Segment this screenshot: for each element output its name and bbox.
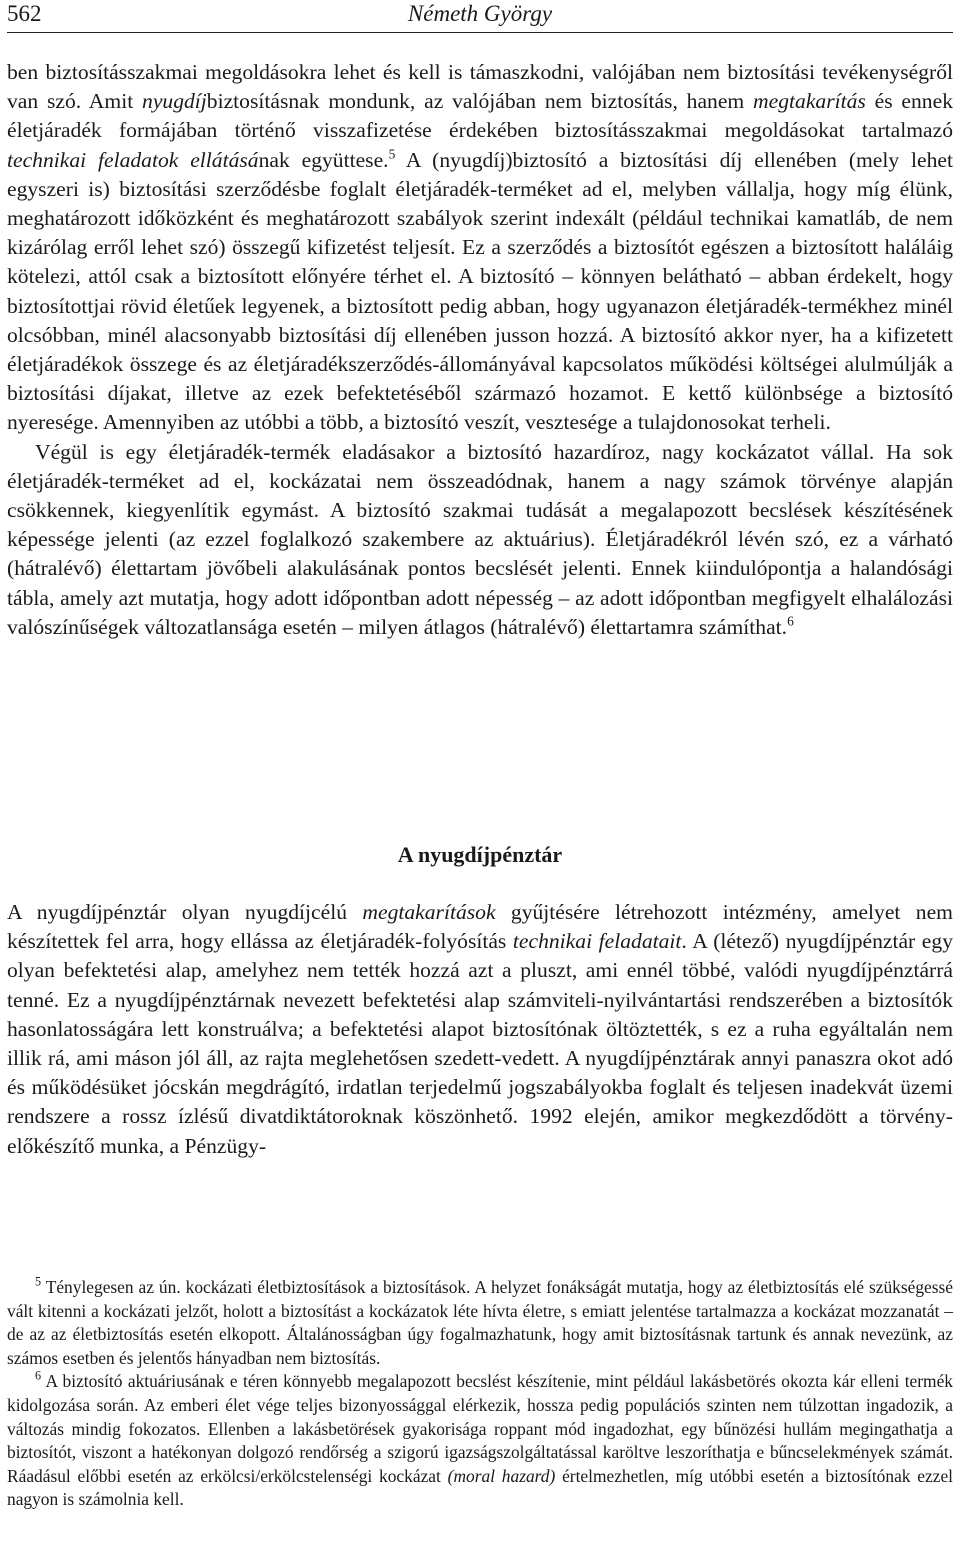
footnote-5 (7, 1276, 953, 1370)
italic-term: megtakarítások (362, 900, 496, 924)
page-number: 562 (7, 1, 42, 26)
italic-term: technikai feladatok ellátásá (7, 147, 259, 172)
italic-term: megtakarítás (753, 89, 866, 114)
text-run: Végül is egy életjáradék-termék eladásakor a biztosító hazardíroz, nagy kockázatot vállal. Ha sok életjáradék-terméket ad el, kockázatai nem összeadódnak, hanem a nagy számok törvénye alapján csökkennek, kiegyenlítik egymást. A biztosító szakmai tudását a megalapozott becslések készítésének képessége jelenti (az ezzel foglalkozó szakembere az aktuárius). Életjáradékról lévén szó, ez a várható (hátralévő) élettartam jövőbeli alakulásának pontos becslését jelenti. Ennek kiindulópontja a halandósági tábla, amely azt mutatja, hogy adott időpontban adott népesség – az adott időpontban megfigyelt elhalálozási valószínűségek változatlansága esetén – milyen átlagos (hátralévő) élettartamra számíthat. (7, 439, 953, 639)
section-heading: A nyugdíjpénztár (397, 842, 563, 867)
text-run: ben biztosításszakmai megoldásokra lehet és kell is támaszkodni, valójában nem biztosítási tevékenységről van szó. Amit (7, 60, 953, 114)
footnote-number: 6 (35, 1368, 42, 1383)
text-run: és ennek életjáradék formájában történő visszafizetése érdekében biztosításszakmai megoldásokat tartalmazó (7, 89, 953, 143)
section-text (7, 898, 953, 1161)
footnote-ref-5[interactable]: 5 (388, 146, 396, 162)
footnote-number: 5 (35, 1274, 42, 1289)
running-head-author: Németh György (407, 1, 553, 26)
text-run: biztosításnak mondunk, az valójában nem biztosítás, hanem (206, 89, 754, 114)
footnotes (7, 1276, 953, 1512)
footnote-6 (7, 1370, 953, 1512)
footnote-text: A biztosító aktuáriusának e téren könnyebb megalapozott becslést készítenie, mint például lakásbetörés okozta kár elleni termék kidolgozása során. Az emberi élet vége teljes bizonyossággal elérkezik, hossza pedig populációs szinten nem túlzottan ingadozik, a változás mindig fokozatos. Ellenben a lakásbetörések gyakorisága roppant mód ingadozhat, egy bűnözési hullám megingathatja a biztosítót, viszont a hatékonyan dolgozó rendőrség a szigorú igazságszolgáltatással karöltve leszoríthatja e bűncselekmények számát. Ráadásul előbbi esetén az erkölcsi/erkölcstelenségi kockázat (7, 1371, 953, 1486)
text-run: A (nyugdíj)biztosító a biztosítási díj ellenében (mely lehet egyszeri is) biztosítási szerződésbe foglalt életjáradék-terméket ad el, melyben vállalja, hogy míg élünk, meghatározott időközként és meghatározott szabályok szerint indexált (például technikai kamatláb, de nem kizárólag erről lehet szó) összegű kifizetést teljesít. Ez a szerződés a biztosítót egészen a biztosított haláláig kötelezi, attól csak a biztosított előnyére térhet el. A biztosító – könnyen belátható – abban érdekelt, hogy biztosítottjai rövid életűek legyenek, a biztosított pedig abban, hogy ugyanazon életjáradék-termékhez minél olcsóbban, minél alacsonyabb biztosítási díj ellenében jusson hozzá. A biztosító akkor nyer, ha a kifizetett életjáradékok összege és az életjáradékszerződés-állományával kapcsolatos működési költségei alulmúlják a biztosítási díjakat, illetve az ezek befektetéséből származó hozamot. E kettő különbsége a biztosító nyeresége. Amennyiben az utóbbi a több, a biztosító veszít, vesztesége a tulajdonosokat terheli. (7, 147, 953, 435)
text-run: gyűjtésére létrehozott intézmény, amelyet nem készítettek fel arra, hogy ellássa az életjáradék-folyósítás (7, 900, 953, 954)
footnote-ref-6[interactable]: 6 (787, 613, 794, 629)
italic-term: (moral hazard) (447, 1465, 556, 1486)
italic-term: nyugdíj (142, 89, 207, 114)
italic-term: technikai feladatait (512, 929, 682, 954)
text-run: A nyugdíjpénztár olyan nyugdíjcélú (7, 900, 363, 924)
footnote-text: Ténylegesen az ún. kockázati életbiztosítások a biztosítások. A helyzet fonákságát mutatja, hogy az életbiztosítás elé szükségessé vált kitenni a kockázati jelzőt, holott a biztosítást a kockázatok léte hívta életre, s emiatt jelentése tartalmazza a kockázat mozzanatát – de az az életbiztosítás esetén elkopott. Általánosságban úgy fogalmazhatunk, hogy amit biztosításnak tartunk és annak nevezünk, az számos esetben és jelentős hányadban nem biztosítás. (7, 1277, 953, 1368)
text-run: nak együttese. (258, 147, 389, 172)
text-run: . A (létező) nyugdíjpénztár egy olyan befektetési alap, amelyhez nem tették hozzá azt a pluszt, ami ennél többé, valódi nyugdíjpénztárrá tenné. Ez a nyugdíjpénztárnak nevezett befektetési alap számviteli-nyilvántartási rendszerében a biztosítók hasonlatosságára lett konstruálva; a befektetési alapot biztosítónak öltöztették, s ez a ruha egyáltalán nem illik rá, ami máson jól áll, az rajta meglehetősen szedett-vedett. A nyugdíjpénztárak annyi panaszra okot adó és működésüket jócskán megdrágító, irdatlan terjedelmű jogszabályokba foglalt és teljesen inadekvát üzemi rendszere a rossz ízlésű divatdiktátoroknak köszönhető. 1992 elején, amikor megkezdődött a törvény-előkészítő munka, a Pénzügy- (7, 929, 953, 1158)
body-text (7, 58, 953, 642)
running-head (7, 0, 953, 33)
paragraph (7, 58, 953, 438)
paragraph (7, 898, 953, 1161)
paragraph (7, 438, 953, 642)
footnote-text: értelmezhetlen, míg utóbbi esetén a biztosítónak ezzel nagyon is számolnia kell. (7, 1465, 953, 1510)
